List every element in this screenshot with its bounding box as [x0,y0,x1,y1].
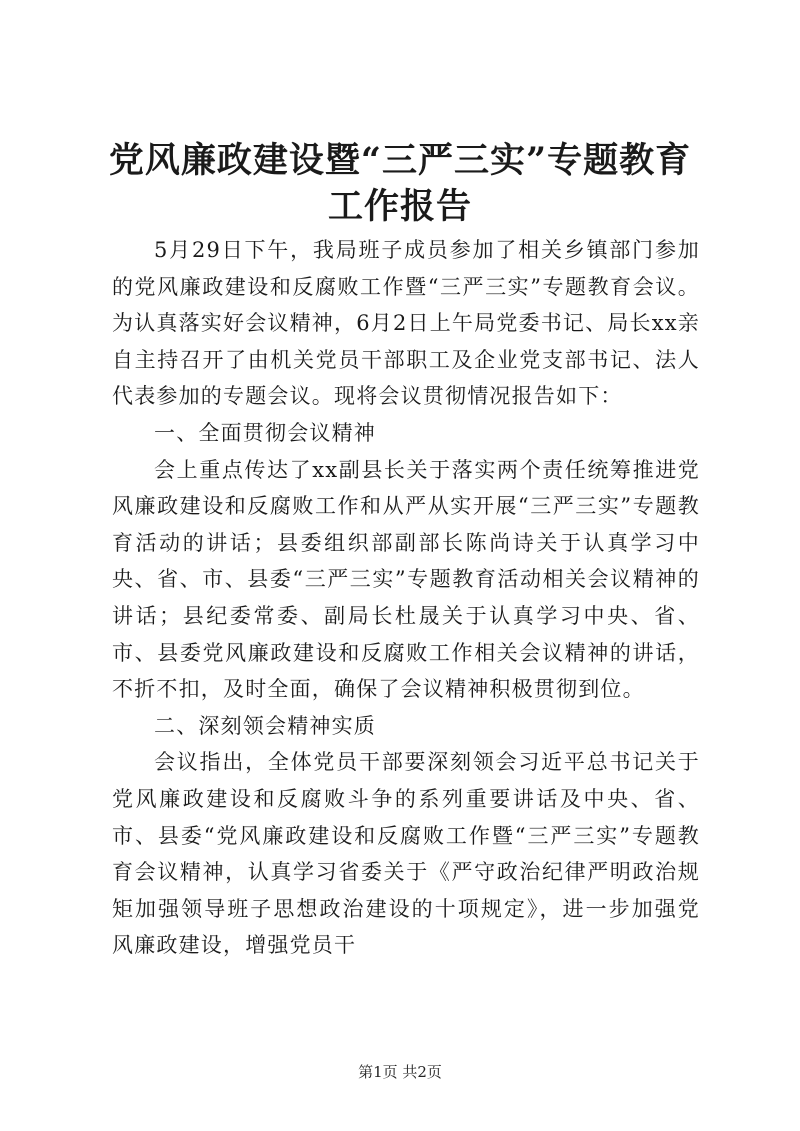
section-heading-1: 一、全面贯彻会议精神 [154,420,376,445]
paragraph-section-1: 会上重点传达了xx副县长关于落实两个责任统筹推进党风廉政建设和反腐败工作和从严从实开展“三严三实”专题教育活动的讲话；县委组织部副部长陈尚诗关于认真学习中央、省、市、县委“三严三实”专题教育活动相关会议精神的讲话；县纪委常委、副局长杜晟关于认真学习中央、省、市、县委党风廉政建设和反腐败工作相关会议精神的讲话，不折不扣，及时全面，确保了会议精神积极贯彻到位。 [112,457,700,702]
document-title: 党风廉政建设暨“三严三实”专题教育工作报告 [108,140,692,227]
paragraph-intro: 5月29日下午，我局班子成员参加了相关乡镇部门参加的党风廉政建设和反腐败工作暨“三严三实”专题教育会议。为认真落实好会议精神，6月2日上午局党委书记、局长xx亲自主持召开了由机关党员干部职工及企业党支部书记、法人代表参加的专题会议。现将会议贯彻情况报告如下： [112,238,701,409]
section-heading-2: 二、深刻领会精神实质 [154,713,376,738]
paragraph-section-2: 会议指出，全体党员干部要深刻领会习近平总书记关于党风廉政建设和反腐败斗争的系列重要讲话及中央、省、市、县委“党风廉政建设和反腐败工作暨“三严三实”专题教育会议精神，认真学习省委关于《严守政治纪律严明政治规矩加强领导班子思想政治建设的十项规定》，进一步加强党风廉政建设，增强党员干 [112,750,700,958]
page-footer: 第1页 共2页 [358,1063,442,1081]
document-body [112,232,700,964]
